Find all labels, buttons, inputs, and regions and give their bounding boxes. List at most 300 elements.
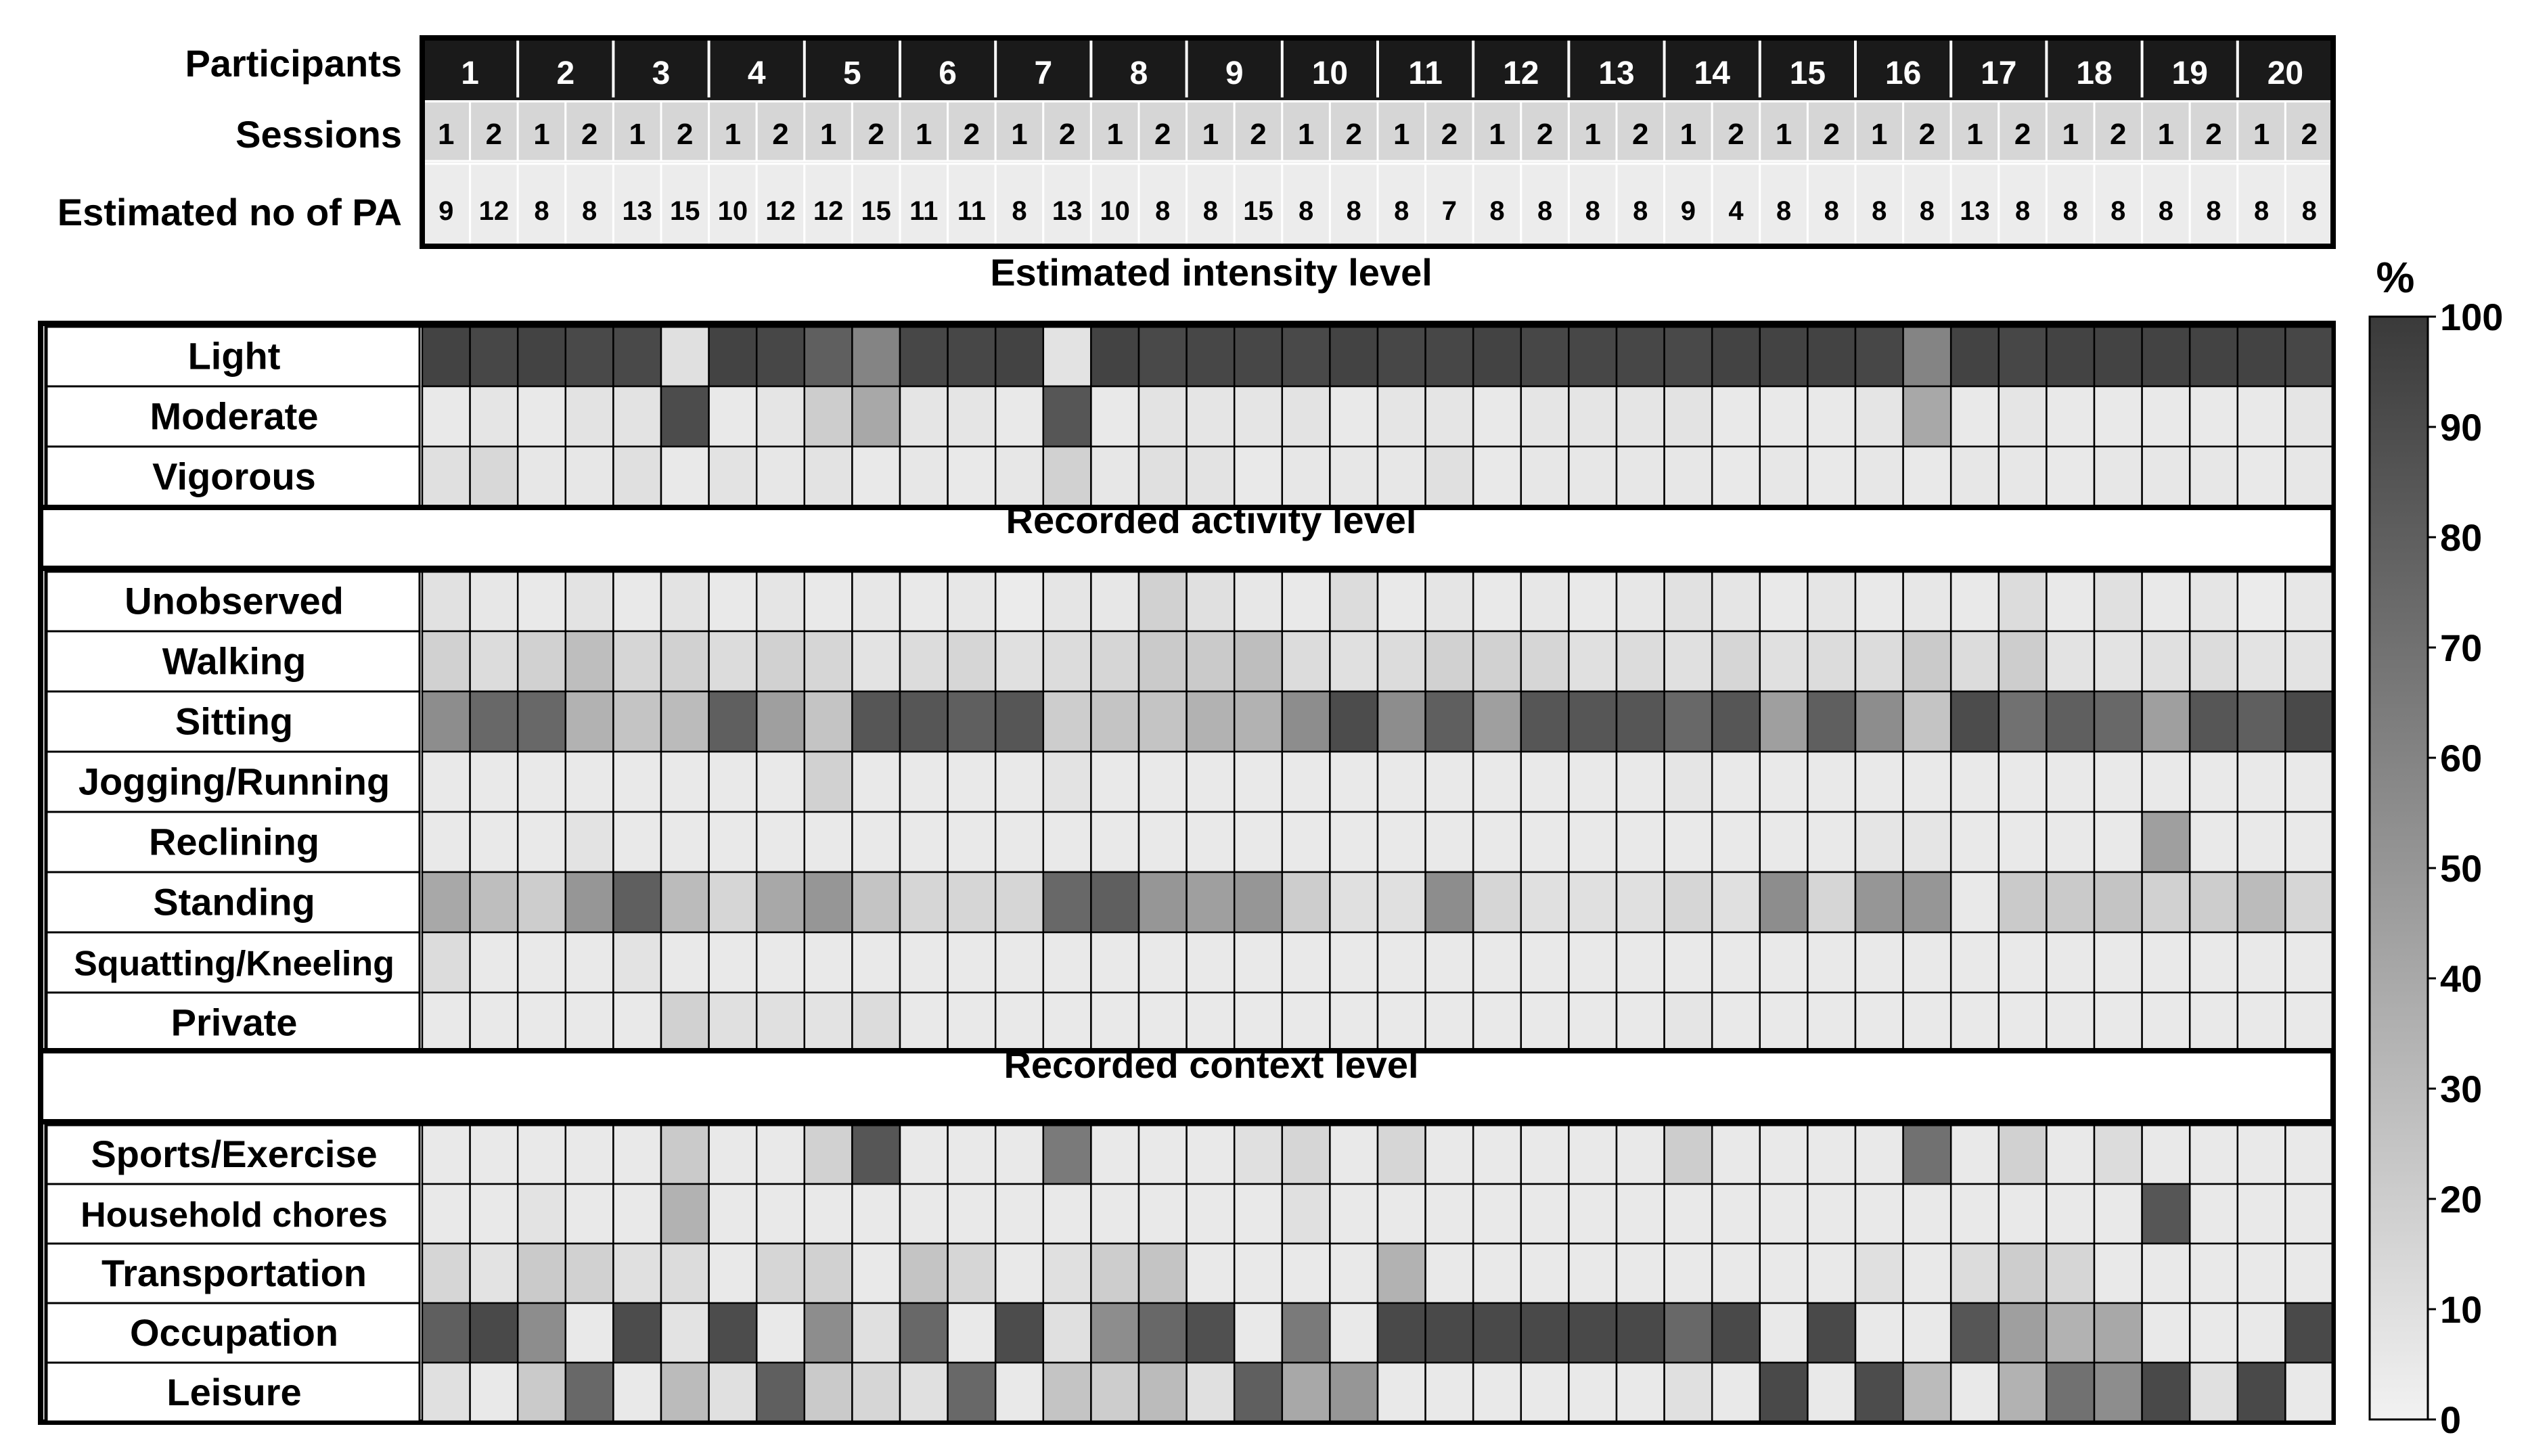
heatmap-cell [2190,691,2238,752]
heatmap-cell [1330,1303,1378,1363]
session-number: 2 [581,118,598,151]
heatmap-cell [613,1363,661,1422]
heatmap-cell [1043,1184,1091,1244]
heatmap-cell [1330,1184,1378,1244]
session-number: 2 [1728,118,1744,151]
heatmap-cell [900,872,948,932]
heatmap-cell [1521,812,1569,872]
heatmap-cell [1091,326,1139,386]
heatmap-cell [2238,1124,2286,1184]
colorbar-tick-label: 0 [2440,1398,2462,1441]
session-number: 2 [1058,118,1076,151]
heatmap-cell [995,1124,1043,1184]
heatmap-cell [2190,326,2238,386]
heatmap-cell [757,386,805,447]
heatmap-cell [1139,752,1187,812]
heatmap-cell [1473,993,1521,1053]
heatmap-cell [1617,1184,1665,1244]
participant-number: 1 [461,55,479,91]
heatmap-cell [1234,631,1282,691]
heatmap-cell [1760,1124,1808,1184]
heatmap-cell [661,1244,709,1303]
heatmap-cell [1665,1363,1713,1422]
heatmap-cell [2046,326,2094,386]
heatmap-cell [995,571,1043,631]
heatmap-cell [1999,326,2047,386]
heatmap-cell [1903,1124,1951,1184]
estimated-pa-value: 10 [717,196,748,226]
heatmap-cell [948,1303,996,1363]
heatmap-cell [1712,993,1760,1053]
heatmap-cell [1951,1363,1999,1422]
participant-number: 2 [556,55,575,91]
heatmap-cell [2190,993,2238,1053]
heatmap-cell [2238,752,2286,812]
heatmap-cell [1378,571,1426,631]
heatmap-cell [1330,447,1378,507]
session-number: 2 [485,118,503,151]
heatmap-cell [1999,447,2047,507]
heatmap-cell [1330,932,1378,993]
heatmap-cell [1760,326,1808,386]
heatmap-cell [1521,872,1569,932]
heatmap-cell [1091,1124,1139,1184]
heatmap-cell [1139,872,1187,932]
heatmap-cell [1378,386,1426,447]
heatmap-cell [1999,1124,2047,1184]
colorbar-tick-label: 100 [2440,296,2504,338]
heatmap-cell [1712,1363,1760,1422]
heatmap-cell [518,1363,566,1422]
heatmap-row [46,447,2333,507]
heatmap-cell [661,1184,709,1244]
heatmap-cell [1330,812,1378,872]
heatmap-cell [2238,326,2286,386]
heatmap-cell [1426,691,1474,752]
heatmap-cell [1951,1303,1999,1363]
heatmap-cell [1330,631,1378,691]
participant-number: 4 [747,55,766,91]
heatmap-cell [1282,447,1330,507]
heatmap-cell [1855,571,1903,631]
section [46,251,2333,507]
row-label: Occupation [129,1311,339,1354]
heatmap-cell [1043,1303,1091,1363]
heatmap-cell [1282,812,1330,872]
heatmap-cell [1855,1303,1903,1363]
heatmap-cell [2285,752,2333,812]
heatmap-cell [2094,1184,2142,1244]
heatmap-cell [1951,1124,1999,1184]
heatmap-cell [1521,326,1569,386]
heatmap-cell [805,386,853,447]
heatmap-cell [852,631,900,691]
heatmap-cell [1187,571,1235,631]
heatmap-cell [2142,386,2190,447]
heatmap-cell [566,872,614,932]
heatmap-cell [1426,1363,1474,1422]
estimated-pa-value: 12 [813,196,844,226]
heatmap-cell [2190,872,2238,932]
heatmap-cell [948,1244,996,1303]
estimated-pa-value: 8 [1202,196,1219,226]
heatmap-cell [422,691,470,752]
estimated-pa-value: 15 [670,196,700,226]
heatmap-cell [757,993,805,1053]
heatmap-cell [900,1363,948,1422]
heatmap-cell [1473,1244,1521,1303]
heatmap-cell [1807,386,1855,447]
session-number: 1 [819,118,837,151]
heatmap-row [46,1363,2333,1422]
heatmap-cell [1139,326,1187,386]
estimated-pa-value: 10 [1100,196,1130,226]
heatmap-cell [1473,812,1521,872]
heatmap-cell [1855,1363,1903,1422]
heatmap-cell [948,631,996,691]
heatmap-cell [1043,872,1091,932]
heatmap-cell [1282,1124,1330,1184]
heatmap-cell [1712,752,1760,812]
heatmap-cell [2094,872,2142,932]
heatmap-cell [1234,1303,1282,1363]
heatmap-cell [1807,872,1855,932]
heatmap-cell [2046,571,2094,631]
heatmap-cell [1665,631,1713,691]
estimated-pa-value: 13 [622,196,652,226]
heatmap-cell [1712,1184,1760,1244]
session-number: 2 [1918,118,1936,151]
heatmap-cell [1999,631,2047,691]
heatmap-cell [613,872,661,932]
heatmap-cell [470,1303,518,1363]
heatmap-cell [948,1184,996,1244]
heatmap-cell [470,752,518,812]
heatmap-cell [1807,752,1855,812]
estimated-pa-value: 8 [1824,196,1839,226]
session-number: 1 [533,118,550,151]
heatmap-cell [1617,752,1665,812]
heatmap-cell [1426,1184,1474,1244]
heatmap-cell [709,447,757,507]
heatmap-cell [613,1303,661,1363]
heatmap-row [46,571,2333,631]
heatmap-cell [1234,812,1282,872]
heatmap-cell [900,993,948,1053]
heatmap-cell [1043,812,1091,872]
heatmap-cell [1951,447,1999,507]
heatmap-cell [1760,812,1808,872]
heatmap-cell [757,631,805,691]
heatmap-cell [1617,1244,1665,1303]
heatmap-cell [2285,1124,2333,1184]
heatmap-cell [2238,812,2286,872]
heatmap-cell [2046,386,2094,447]
heatmap-cell [1617,691,1665,752]
heatmap-cell [1760,386,1808,447]
heatmap-cell [613,386,661,447]
heatmap-cell [470,326,518,386]
heatmap-cell [2142,993,2190,1053]
heatmap-cell [1091,447,1139,507]
heatmap-cell [2046,1184,2094,1244]
heatmap-cell [566,326,614,386]
estimated-pa-value: 7 [1441,196,1458,226]
heatmap-cell [1234,326,1282,386]
heatmap-cell [1760,752,1808,812]
session-number: 1 [1871,118,1888,151]
heatmap-cell [613,1184,661,1244]
heatmap-cell [852,1184,900,1244]
participant-number: 14 [1694,55,1730,91]
session-number: 2 [867,118,884,151]
heatmap-cell [1091,1363,1139,1422]
heatmap-cell [2046,1303,2094,1363]
heatmap-cell [1139,1303,1187,1363]
heatmap-cell [1378,872,1426,932]
session-number: 1 [438,118,455,151]
heatmap-cell [1187,326,1235,386]
session-number: 1 [1202,118,1219,151]
estimated-pa-value: 8 [1346,196,1361,226]
heatmap-cell [1473,691,1521,752]
heatmap-cell [661,386,709,447]
heatmap-cell [2238,1303,2286,1363]
heatmap-cell [1091,691,1139,752]
heatmap-cell [1951,631,1999,691]
heatmap-cell [1617,386,1665,447]
heatmap-cell [995,447,1043,507]
heatmap-cell [1855,1244,1903,1303]
heatmap-cell [1568,872,1617,932]
heatmap-cell [1234,691,1282,752]
heatmap-cell [566,386,614,447]
heatmap-cell [470,993,518,1053]
heatmap-cell [1807,1184,1855,1244]
heatmap-cell [900,932,948,993]
heatmap-cell [995,812,1043,872]
heatmap-cell [1091,752,1139,812]
heatmap-cell [1330,872,1378,932]
heatmap-cell [566,1124,614,1184]
heatmap-cell [1426,447,1474,507]
heatmap-cell [1043,1244,1091,1303]
heatmap-cell [2142,691,2190,752]
heatmap-cell [1712,326,1760,386]
heatmap-cell [1855,872,1903,932]
heatmap-cell [1807,1124,1855,1184]
heatmap-cell [2046,932,2094,993]
participant-number: 10 [1311,55,1349,91]
estimated-pa-value: 8 [1633,196,1648,226]
heatmap-cell [613,631,661,691]
heatmap-cell [948,691,996,752]
heatmap-cell [422,326,470,386]
heatmap-cell [900,1124,948,1184]
heatmap-cell [852,932,900,993]
heatmap-cell [2285,631,2333,691]
heatmap-cell [1234,1363,1282,1422]
heatmap-cell [1999,752,2047,812]
heatmap-cell [757,1303,805,1363]
estimated-pa-value: 11 [909,196,939,226]
heatmap-cell [1426,1244,1474,1303]
estimated-pa-label: Estimated no of PA [57,191,402,233]
heatmap-cell [2094,1303,2142,1363]
heatmap-cell [470,571,518,631]
heatmap-cell [566,571,614,631]
heatmap-cell [1426,812,1474,872]
heatmap-cell [422,752,470,812]
heatmap-cell [1426,993,1474,1053]
heatmap-cell [1903,752,1951,812]
heatmap-cell [2142,1184,2190,1244]
heatmap-cell [805,752,853,812]
heatmap-cell [566,1244,614,1303]
heatmap-cell [1139,812,1187,872]
participant-number: 8 [1129,55,1148,91]
heatmap-cell [661,447,709,507]
heatmap-cell [995,386,1043,447]
session-number: 2 [1345,118,1362,151]
heatmap-cell [709,932,757,993]
heatmap-cell [1903,932,1951,993]
heatmap-cell [566,631,614,691]
heatmap-cell [757,1363,805,1422]
heatmap-cell [1712,1244,1760,1303]
heatmap-cell [1760,1244,1808,1303]
heatmap-cell [1951,691,1999,752]
heatmap-cell [757,1184,805,1244]
session-number: 1 [629,118,646,151]
heatmap-cell [1139,386,1187,447]
session-number: 2 [1632,118,1649,151]
session-number: 2 [1154,118,1171,151]
estimated-pa-value: 13 [1052,196,1083,226]
heatmap-cell [1378,691,1426,752]
heatmap-cell [518,1244,566,1303]
heatmap-cell [1473,1303,1521,1363]
heatmap-cell [1665,1124,1713,1184]
heatmap-cell [518,631,566,691]
heatmap-cell [2285,1244,2333,1303]
heatmap-cell [1378,812,1426,872]
heatmap-cell [1855,812,1903,872]
heatmap-cell [2094,571,2142,631]
session-number: 1 [1775,118,1792,151]
heatmap-cell [1282,1244,1330,1303]
heatmap-cell [948,1124,996,1184]
heatmap-cell [661,571,709,631]
session-number: 1 [1011,118,1028,151]
heatmap-cell [1903,386,1951,447]
session-number: 1 [2253,118,2270,151]
heatmap-cell [2190,1124,2238,1184]
heatmap-cell [1951,752,1999,812]
heatmap-cell [566,1184,614,1244]
heatmap-cell [1999,386,2047,447]
heatmap-cell [1378,447,1426,507]
heatmap-cell [900,631,948,691]
heatmap-cell [1617,812,1665,872]
row-label: Leisure [166,1371,302,1413]
heatmap-cell [1043,1124,1091,1184]
heatmap-cell [1903,993,1951,1053]
heatmap-cell [995,326,1043,386]
heatmap-cell [1951,872,1999,932]
heatmap-cell [2190,1184,2238,1244]
row-label: Private [171,1001,298,1044]
heatmap-cell [1665,571,1713,631]
heatmap-cell [2238,631,2286,691]
heatmap-cell [470,1363,518,1422]
heatmap-cell [1807,993,1855,1053]
heatmap-cell [1521,932,1569,993]
heatmap-cell [1282,752,1330,812]
heatmap-cell [661,872,709,932]
estimated-pa-value: 9 [438,196,454,226]
session-number: 1 [1966,118,1983,151]
participant-number: 15 [1789,55,1826,91]
heatmap-cell [422,631,470,691]
heatmap-cell [1665,932,1713,993]
estimated-pa-value: 8 [1872,196,1887,226]
heatmap-cell [1807,571,1855,631]
heatmap-cell [1665,872,1713,932]
colorbar-tick-label: 30 [2440,1068,2483,1110]
heatmap-cell [1187,631,1235,691]
heatmap-cell [1091,872,1139,932]
heatmap-cell [757,1124,805,1184]
heatmap-cell [995,691,1043,752]
heatmap-cell [2238,993,2286,1053]
heatmap-cell [1139,691,1187,752]
heatmap-cell [1473,631,1521,691]
heatmap-cell [566,993,614,1053]
heatmap-cell [805,691,853,752]
section-title: Recorded context level [1003,1043,1419,1086]
heatmap-cell [1903,1363,1951,1422]
row-label: Vigorous [152,455,316,498]
heatmap-cell [1426,631,1474,691]
heatmap-cell [709,1244,757,1303]
heatmap-cell [661,1303,709,1363]
heatmap-cell [2094,932,2142,993]
heatmap-cell [1426,571,1474,631]
heatmap-cell [1139,631,1187,691]
heatmap-cell [1426,1124,1474,1184]
heatmap-cell [1043,752,1091,812]
heatmap-cell [1091,386,1139,447]
heatmap-cell [1234,1124,1282,1184]
section [41,499,2333,1053]
heatmap-cell [1903,571,1951,631]
heatmap-cell [2238,872,2286,932]
session-number: 1 [2157,118,2175,151]
heatmap-cell [995,1244,1043,1303]
heatmap-cell [1187,872,1235,932]
heatmap-cell [1043,386,1091,447]
heatmap-cell [757,571,805,631]
heatmap-cell [1330,571,1378,631]
heatmap-cell [1282,1303,1330,1363]
heatmap-cell [757,812,805,872]
heatmap-cell [852,1124,900,1184]
heatmap-cell [1187,1363,1235,1422]
heatmap-cell [1139,932,1187,993]
heatmap-cell [1568,447,1617,507]
heatmap-cell [1903,872,1951,932]
